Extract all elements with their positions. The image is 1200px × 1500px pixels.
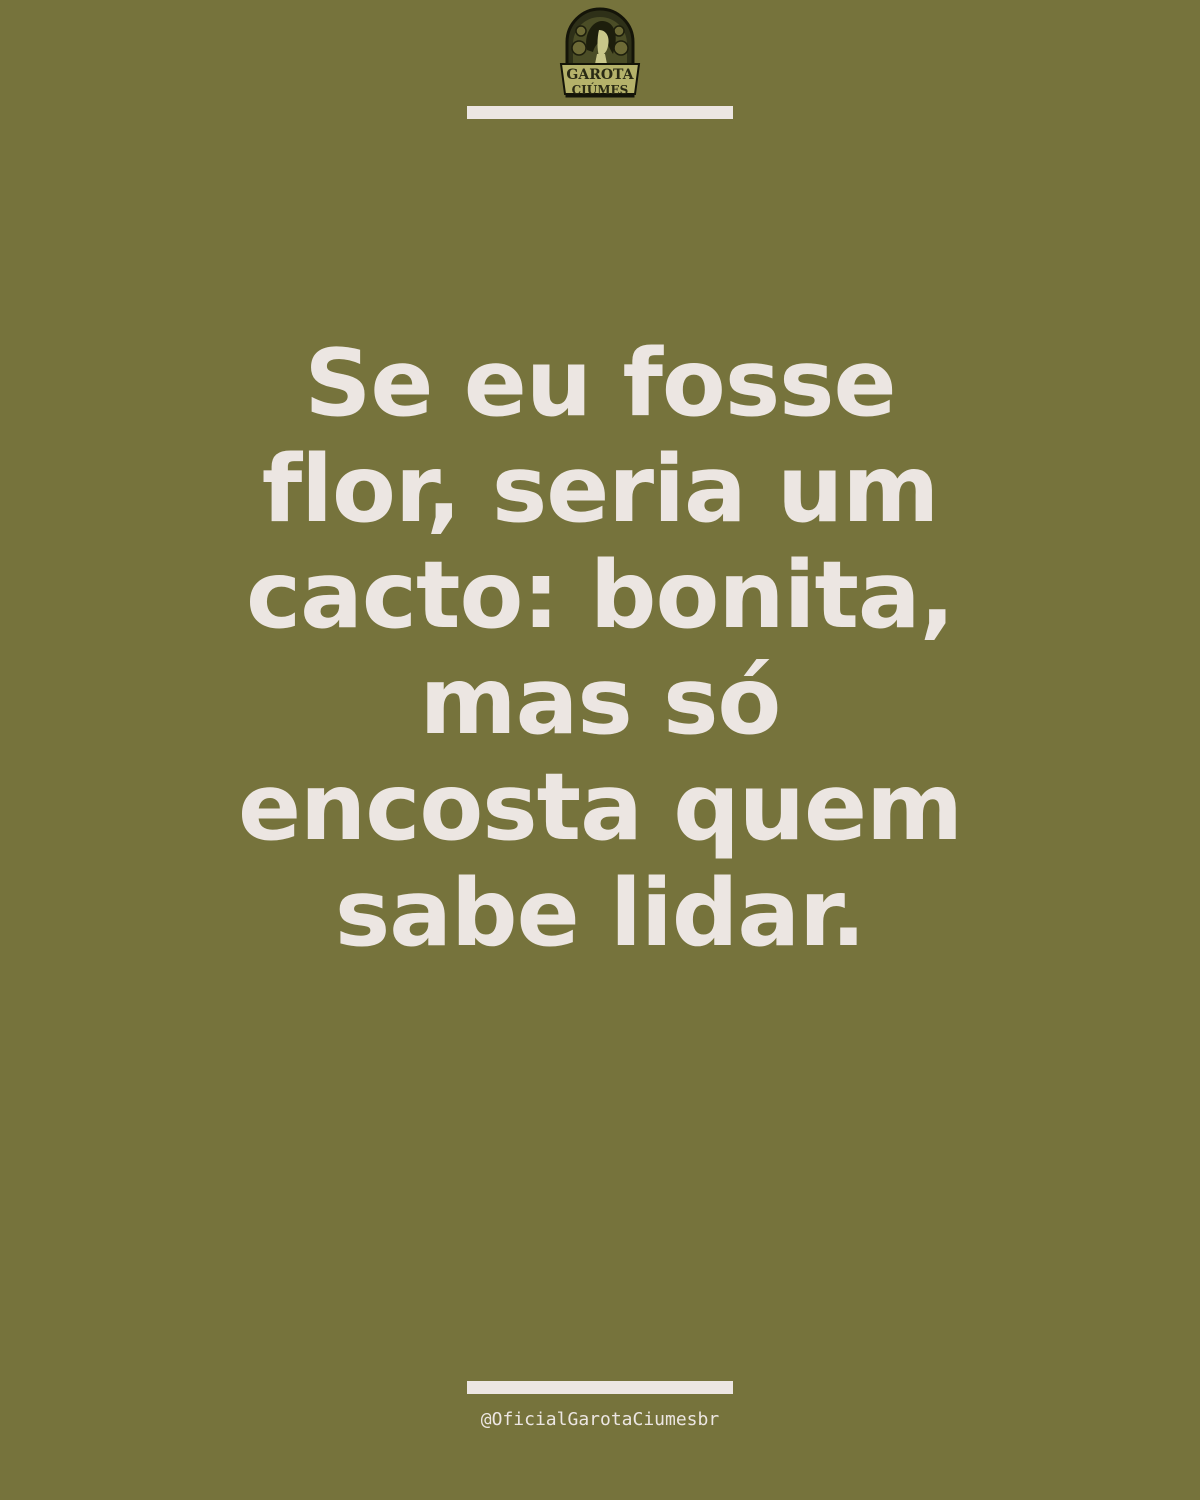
- quote-line: encosta quem: [237, 753, 962, 861]
- social-handle: @OficialGarotaCiumesbr: [480, 1409, 720, 1430]
- logo-text-bottom: CIÚMES: [571, 83, 629, 97]
- quote-line: sabe lidar.: [334, 859, 866, 967]
- quote-text: [100, 330, 1100, 966]
- quote-line: cacto: bonita,: [245, 541, 955, 649]
- quote-line: flor, seria um: [261, 435, 939, 543]
- brand-logo: [557, 4, 643, 100]
- quote-line: mas só: [419, 647, 781, 755]
- quote-line: Se eu fosse: [304, 329, 896, 437]
- bottom-divider: [467, 1381, 733, 1394]
- top-divider: [467, 106, 733, 119]
- logo-text-top: GAROTA: [566, 67, 634, 83]
